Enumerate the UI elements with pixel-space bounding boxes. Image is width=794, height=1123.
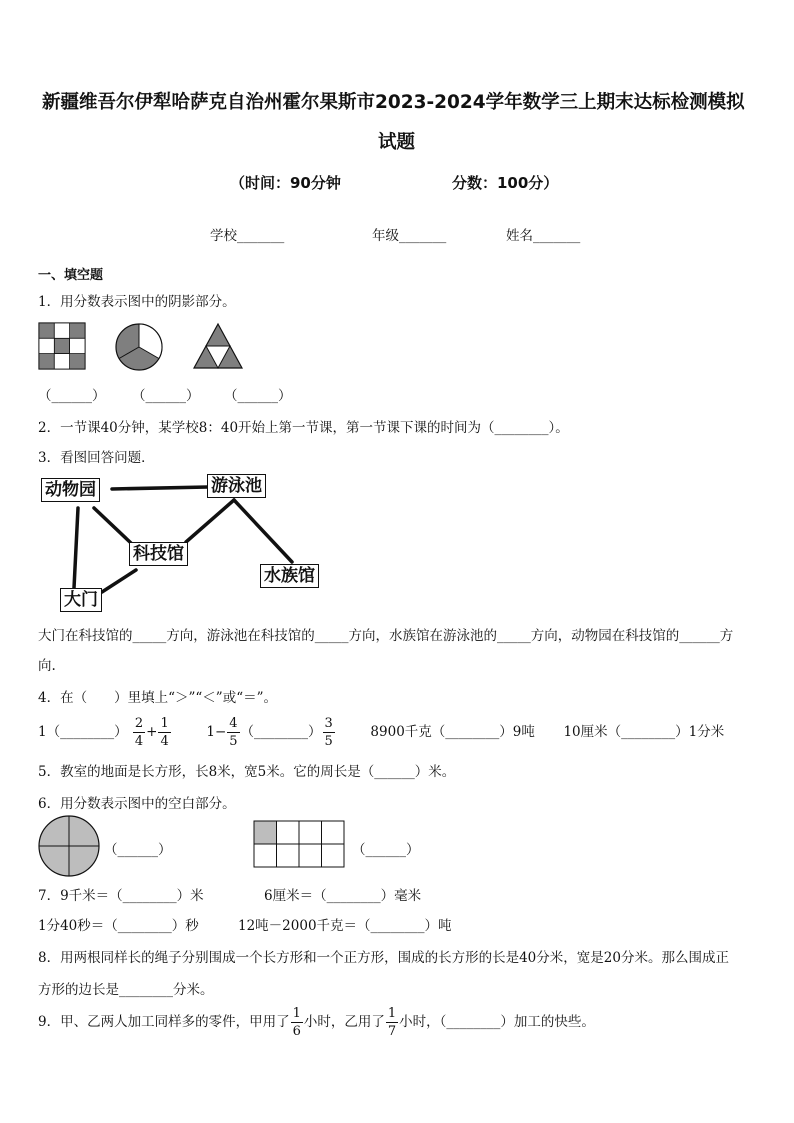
fraction: $\frac{1}{4}$ bbox=[160, 716, 169, 749]
question-8: 8．用两根同样长的绳子分别围成一个长方形和一个正方形，围成的长方形的长是40分米，宽是20分米。那么围成正 bbox=[38, 950, 729, 966]
answer-blank[interactable]: （________） bbox=[240, 724, 322, 740]
section-heading: 一、填空题 bbox=[38, 268, 104, 283]
page-title-line2: 试题 bbox=[378, 132, 416, 153]
compare-item-d: 10厘米（________）1分米 bbox=[563, 724, 725, 740]
question-7c: 1分40秒＝（________）秒 bbox=[38, 918, 199, 934]
answer-blank[interactable]: （______） bbox=[352, 842, 420, 858]
answer-blank[interactable]: （______） bbox=[224, 388, 292, 404]
question-1: 1．用分数表示图中的阴影部分。 bbox=[38, 294, 236, 310]
fraction: $\frac{2}{4}$ bbox=[134, 716, 144, 749]
shaded-triangle-figure bbox=[192, 322, 244, 370]
question-9: 9．甲、乙两人加工同样多的零件，甲用了 $\frac{1}{6}$ 小时，乙用了 $\frac{1}{7}$ 小时，（________）加工的快些。 bbox=[38, 1006, 595, 1039]
compare-item-c: 8900千克（________）9吨 bbox=[370, 724, 535, 740]
shaded-grid-figure bbox=[38, 322, 86, 370]
map-label-zoo: 动物园 bbox=[41, 478, 100, 502]
compare-item-a: 1（________） bbox=[38, 724, 128, 740]
fraction: $\frac{3}{5}$ bbox=[324, 716, 333, 749]
question-4-row bbox=[38, 712, 724, 752]
question-8-cont: 方形的边长是________分米。 bbox=[38, 982, 214, 998]
map-label-aquarium: 水族馆 bbox=[260, 564, 319, 588]
answer-blank[interactable]: （______） bbox=[104, 842, 172, 858]
question-7a: 7．9千米＝（________）米 bbox=[38, 888, 204, 904]
exam-score: 分数：100分） bbox=[452, 174, 559, 192]
plus-sign: + bbox=[146, 724, 158, 740]
question-4: 4．在（ ）里填上“＞”“＜”或“＝”。 bbox=[38, 690, 277, 706]
question-3-text-cont: 向. bbox=[38, 658, 56, 674]
question-5: 5．教室的地面是长方形，长8米，宽5米。它的周长是（______）米。 bbox=[38, 764, 456, 780]
partial-grid-figure bbox=[253, 820, 347, 870]
fraction: $\frac{4}{5}$ bbox=[229, 716, 238, 749]
question-2: 2．一节课40分钟，某学校8：40开始上第一节课，第一节课下课的时间为（________）。 bbox=[38, 420, 569, 436]
answer-blank[interactable]: （______） bbox=[38, 388, 106, 404]
page-title: 新疆维吾尔伊犁哈萨克自治州霍尔果斯市2023-2024学年数学三上期末达标检测模拟 bbox=[42, 92, 745, 113]
exam-time: （时间：90分钟 bbox=[230, 174, 341, 192]
quartered-circle-figure bbox=[37, 814, 101, 878]
question-3: 3．看图回答问题． bbox=[38, 450, 155, 466]
answer-blank[interactable]: （______） bbox=[132, 388, 200, 404]
name-field: 姓名_______ bbox=[506, 228, 581, 244]
fraction: $\frac{1}{7}$ bbox=[387, 1006, 397, 1039]
fraction: $\frac{1}{6}$ bbox=[292, 1006, 301, 1039]
question-3-text: 大门在科技馆的_____方向，游泳池在科技馆的_____方向，水族馆在游泳池的_____方向，动物园在科技馆的______方 bbox=[38, 628, 734, 644]
map-label-science: 科技馆 bbox=[129, 542, 188, 566]
grade-field: 年级_______ bbox=[372, 228, 447, 244]
school-field: 学校_______ bbox=[210, 228, 285, 244]
compare-item-b: 1− bbox=[206, 724, 227, 740]
question-7d: 12吨－2000千克＝（________）吨 bbox=[238, 918, 452, 934]
question-7b: 6厘米＝（________）毫米 bbox=[264, 888, 422, 904]
map-label-gate: 大门 bbox=[60, 588, 102, 612]
question-6: 6．用分数表示图中的空白部分。 bbox=[38, 796, 236, 812]
map-label-pool: 游泳池 bbox=[207, 474, 266, 498]
shaded-circle-figure bbox=[114, 322, 164, 372]
